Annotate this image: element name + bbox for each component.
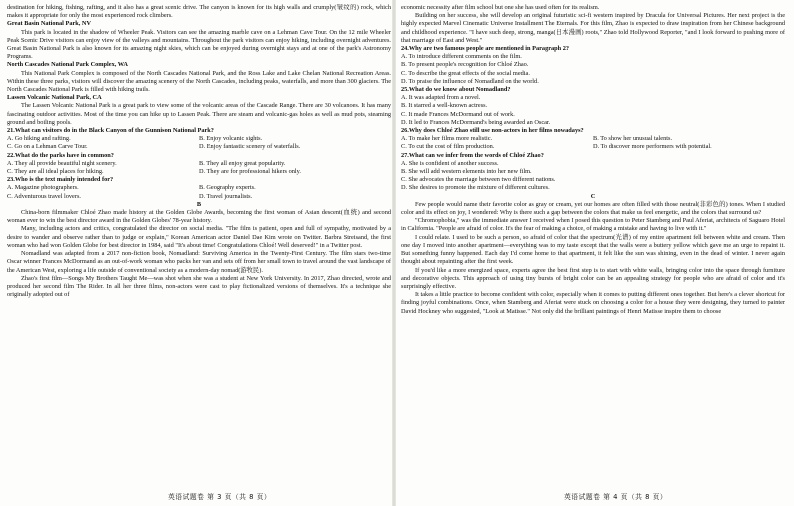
park-description-lassen: The Lassen Volcanic National Park is a great park to view some of the volcanic areas of the Cascade Range. There are 30 volcanoes. It has many fascinating outdoor activities. Most of the time you can hike up to Lassen Peak. There are steam and volcanic-gas holes as well as mud pots, steaming ground and boiling pools. [7, 102, 391, 126]
section-heading-c: C [590, 192, 596, 200]
option-a: A. She is confident of another success. [401, 159, 499, 167]
option-a: A. To introduce different comments on the film. [401, 53, 522, 61]
page-footer-right: 英语试题卷 第 4 页（共 8 页） [564, 493, 668, 501]
question-stem: 27.What can we infer from the words of Chloé Zhao? [401, 151, 544, 159]
park-title-great-basin: Great Basin National Park, NV [7, 20, 92, 28]
option-d: D. Enjoy fantastic scenery of waterfalls. [199, 143, 301, 151]
passage-c-paragraph-4: If you'd like a more energized space, experts agree the best first step is to start with white walls, bringing color into the space through furniture and decorative objects. This approach of using tiny bursts of bright color can be an appealing strategy for people who are afraid of color and it's surprisingly effective. [401, 266, 785, 290]
question-24 [401, 45, 785, 86]
option-c: C. Go on a Lehman Carve Tour. [7, 143, 88, 151]
question-27 [401, 152, 785, 193]
question-stem: 23.Who is the text mainly intended for? [7, 176, 114, 184]
question-stem: 24.Why are two famous people are mentioned in Paragraph 2? [401, 45, 570, 53]
question-22 [7, 152, 391, 177]
page-fold [392, 0, 396, 506]
option-b: B. She will add western elements into her new film. [401, 168, 532, 176]
passage-c-paragraph-1: Few people would name their favorite color as gray or cream, yet our homes are often filled with those neutral(非彩色的) tones. When I studied color and its effect on joy, I wondered: Why is there such a gap between the colors that make us feel energetic, and the colors that surround us? [401, 200, 785, 217]
option-c: C. Adventurous travel lovers. [7, 192, 81, 200]
question-stem: 26.Why does Chloé Zhao still use non-actors in her films nowadays? [401, 127, 584, 135]
option-d: D. She desires to promote the mixture of different cultures. [401, 184, 550, 192]
passage-b-paragraph-5: Building on her success, she will develop an original futuristic sci-fi western inspired by Dracula for Universal Pictures. Her next project is the highly expected Marvel Cinematic Universe Installment The Eternals. For this film, Zhao is expected to draw inspiration from her Chinese background and childhood experience. "I have such deep, strong, manga(日本漫画) roots," Zhao told Hollywood Reporter, "and I look forward to pushing more of that marriage of East and West." [401, 12, 785, 44]
passage-b-paragraph-2: Many, including actors and critics, congratulated the director on social media. "The film is patient, open and full of sympathy, motivated by a desire to wander and observe rather than to judge or explain," Korean American actor Daniel Dae Kim wrote on Twitter. Barbra Streisand, the first woman who had won Golden Globe for best director in 1984, said "It's about time! Congratulations Chloé! Well deserved!" in a Twitter post. [7, 225, 391, 249]
option-b: B. To present people's recognition for Chloé Zhao. [401, 61, 529, 69]
option-c: C. She advocates the marriage between two different nations. [401, 176, 556, 184]
passage-b-paragraph-3: Nomadland was adapted from a 2017 non-fiction book, Nomadland: Surviving America in the Twenty-First Century. The film stars two-time Oscar winner Frances McDormand as an out-of-work woman who packs her van and sets off from her small town to travel around the vast landscape of the American West, exploring a life outside of conventional society as a modern-day nomad(游牧民). [7, 250, 391, 274]
option-c: C. To cut the cost of film production. [401, 143, 495, 151]
question-21 [7, 127, 391, 152]
option-c: C. They are all ideal places for hiking. [7, 168, 104, 176]
option-b: B. Enjoy volcanic sights. [199, 135, 263, 143]
option-a: A. It was adapted from a novel. [401, 94, 481, 102]
option-b: B. To show her unusual talents. [593, 135, 673, 143]
option-d: D. Travel journalists. [199, 192, 253, 200]
option-a: A. Magazine photographers. [7, 184, 79, 192]
passage-b-paragraph-4: Zhao's first film—Songs My Brothers Taught Me—was shot when she was a student at New York University. In 2017, Zhao directed, wrote and produced her second film The Rider. In all her three films, non-actors were cast to play fictionalized versions of themselves. It's a technique she originally adopted out of [7, 274, 391, 299]
question-stem: 21.What can visitors do in the Black Canyon of the Gunnison National Park? [7, 127, 214, 135]
passage-b-paragraph-4-end: economic necessity after film school but one she has used often for its realism. [401, 4, 600, 11]
question-26 [401, 127, 785, 152]
option-c: C. It made Frances McDormand out of work. [401, 110, 515, 118]
option-d: D. It led to Frances McDormand's being awarded an Oscar. [401, 118, 551, 126]
page-footer-left: 英语试题卷 第 3 页（共 8 页） [168, 493, 272, 501]
question-25 [401, 86, 785, 127]
passage-a-end: destination for hiking, fishing, rafting, and it also has a great scenic drive. The canyon is known for its high walls and crumply(皱纹的) rock, which makes it appropriate for only the most experienced rock climbers. [7, 4, 391, 20]
passage-c-paragraph-5: It takes a little practice to become confident with color, especially when it comes to putting different ones together. But here's a clever shortcut for finding joyful combinations. Once, when Stamberg and Aferiat were stuck on choosing a color for a house they were designing, they turned to painter David Hockney who suggested, "Look at Matisse." Not only did the brilliant paintings of Henri Matisse inspire them to choose [401, 291, 785, 315]
option-c: C. To describe the great effects of the social media. [401, 69, 530, 77]
option-d: D. To praise the influence of Nomadland on the world. [401, 77, 539, 85]
option-d: D. They are for professional hikers only. [199, 168, 301, 176]
section-heading-b: B [196, 200, 202, 208]
option-b: B. They all enjoy great popularity. [199, 159, 286, 167]
park-description-great-basin: This park is located in the shadow of Wheeler Peak. Visitors can see the amazing marble cave on a Lehman Cave Tour. On the 12 mile Wheeler Peak Scenic Drive visitors can enjoy view of the valleys and mountains. Throughout the park visitors can enjoy hiking, including overnight adventures. Great Basin National Park is also known for its amazing night skies, which can be enjoyed during overnight stays and at one of the park's Astronomy Programs. [7, 28, 391, 61]
passage-c-paragraph-2: "Chromophobia," was the immediate answer I received when I posed this question to Peter Stamberg and Paul Aferiat, architects of Saguaro Hotel in California. "People are afraid of color. It's the fear of making a choice, of making a mistake and having to live with it." [401, 217, 785, 233]
option-a: A. To make her films more realistic. [401, 135, 493, 143]
passage-b-paragraph-1: China-born filmmaker Chloé Zhao made history at the Golden Globe Awards, becoming the first woman of Asian descent(血统) and second woman ever to win the best director award in the Golden Globes' 78-year history. [7, 209, 391, 225]
option-d: D. To discover more performers with potential. [593, 143, 712, 151]
left-page [7, 4, 391, 486]
park-title-north-cascades: North Cascades National Park Complex, WA [7, 61, 128, 69]
right-page [401, 4, 785, 486]
option-a: A. Go hiking and rafting. [7, 135, 71, 143]
option-b: B. Geography experts. [199, 184, 256, 192]
question-23 [7, 176, 391, 201]
park-description-north-cascades: This National Park Complex is composed of the North Cascades National Park, and the Ross Lake and Lake Chelan National Recreation Areas. Within these three parks, visitors will discover the amazing scenery of the North Cascades, including peaks, waterfalls, and more than 300 glaciers. The North Cascades National Park is filled with hiking trails. [7, 69, 391, 94]
option-b: B. It starred a well-known actress. [401, 102, 488, 110]
park-title-lassen: Lassen Volcanic National Park, CA [7, 94, 102, 102]
question-stem: 22.What do the parks have in common? [7, 151, 114, 159]
question-stem: 25.What do we know about Nomadland? [401, 86, 511, 94]
option-a: A. They all provide beautiful night scenery. [7, 159, 117, 167]
passage-c-paragraph-3: I could relate. I used to be such a person, so afraid of color that the spectrum(光谱) of my entire apartment fell between white and cream. Then one day I moved into another apartment—everything was to my taste except that the walls were a buttery yellow which gave me an urge to repaint it. But something funny happened. Each day I'd come home to that apartment, it felt like the sun was shining, even in the dead of winter. I never again thought about repainting after the first week. [401, 233, 785, 266]
